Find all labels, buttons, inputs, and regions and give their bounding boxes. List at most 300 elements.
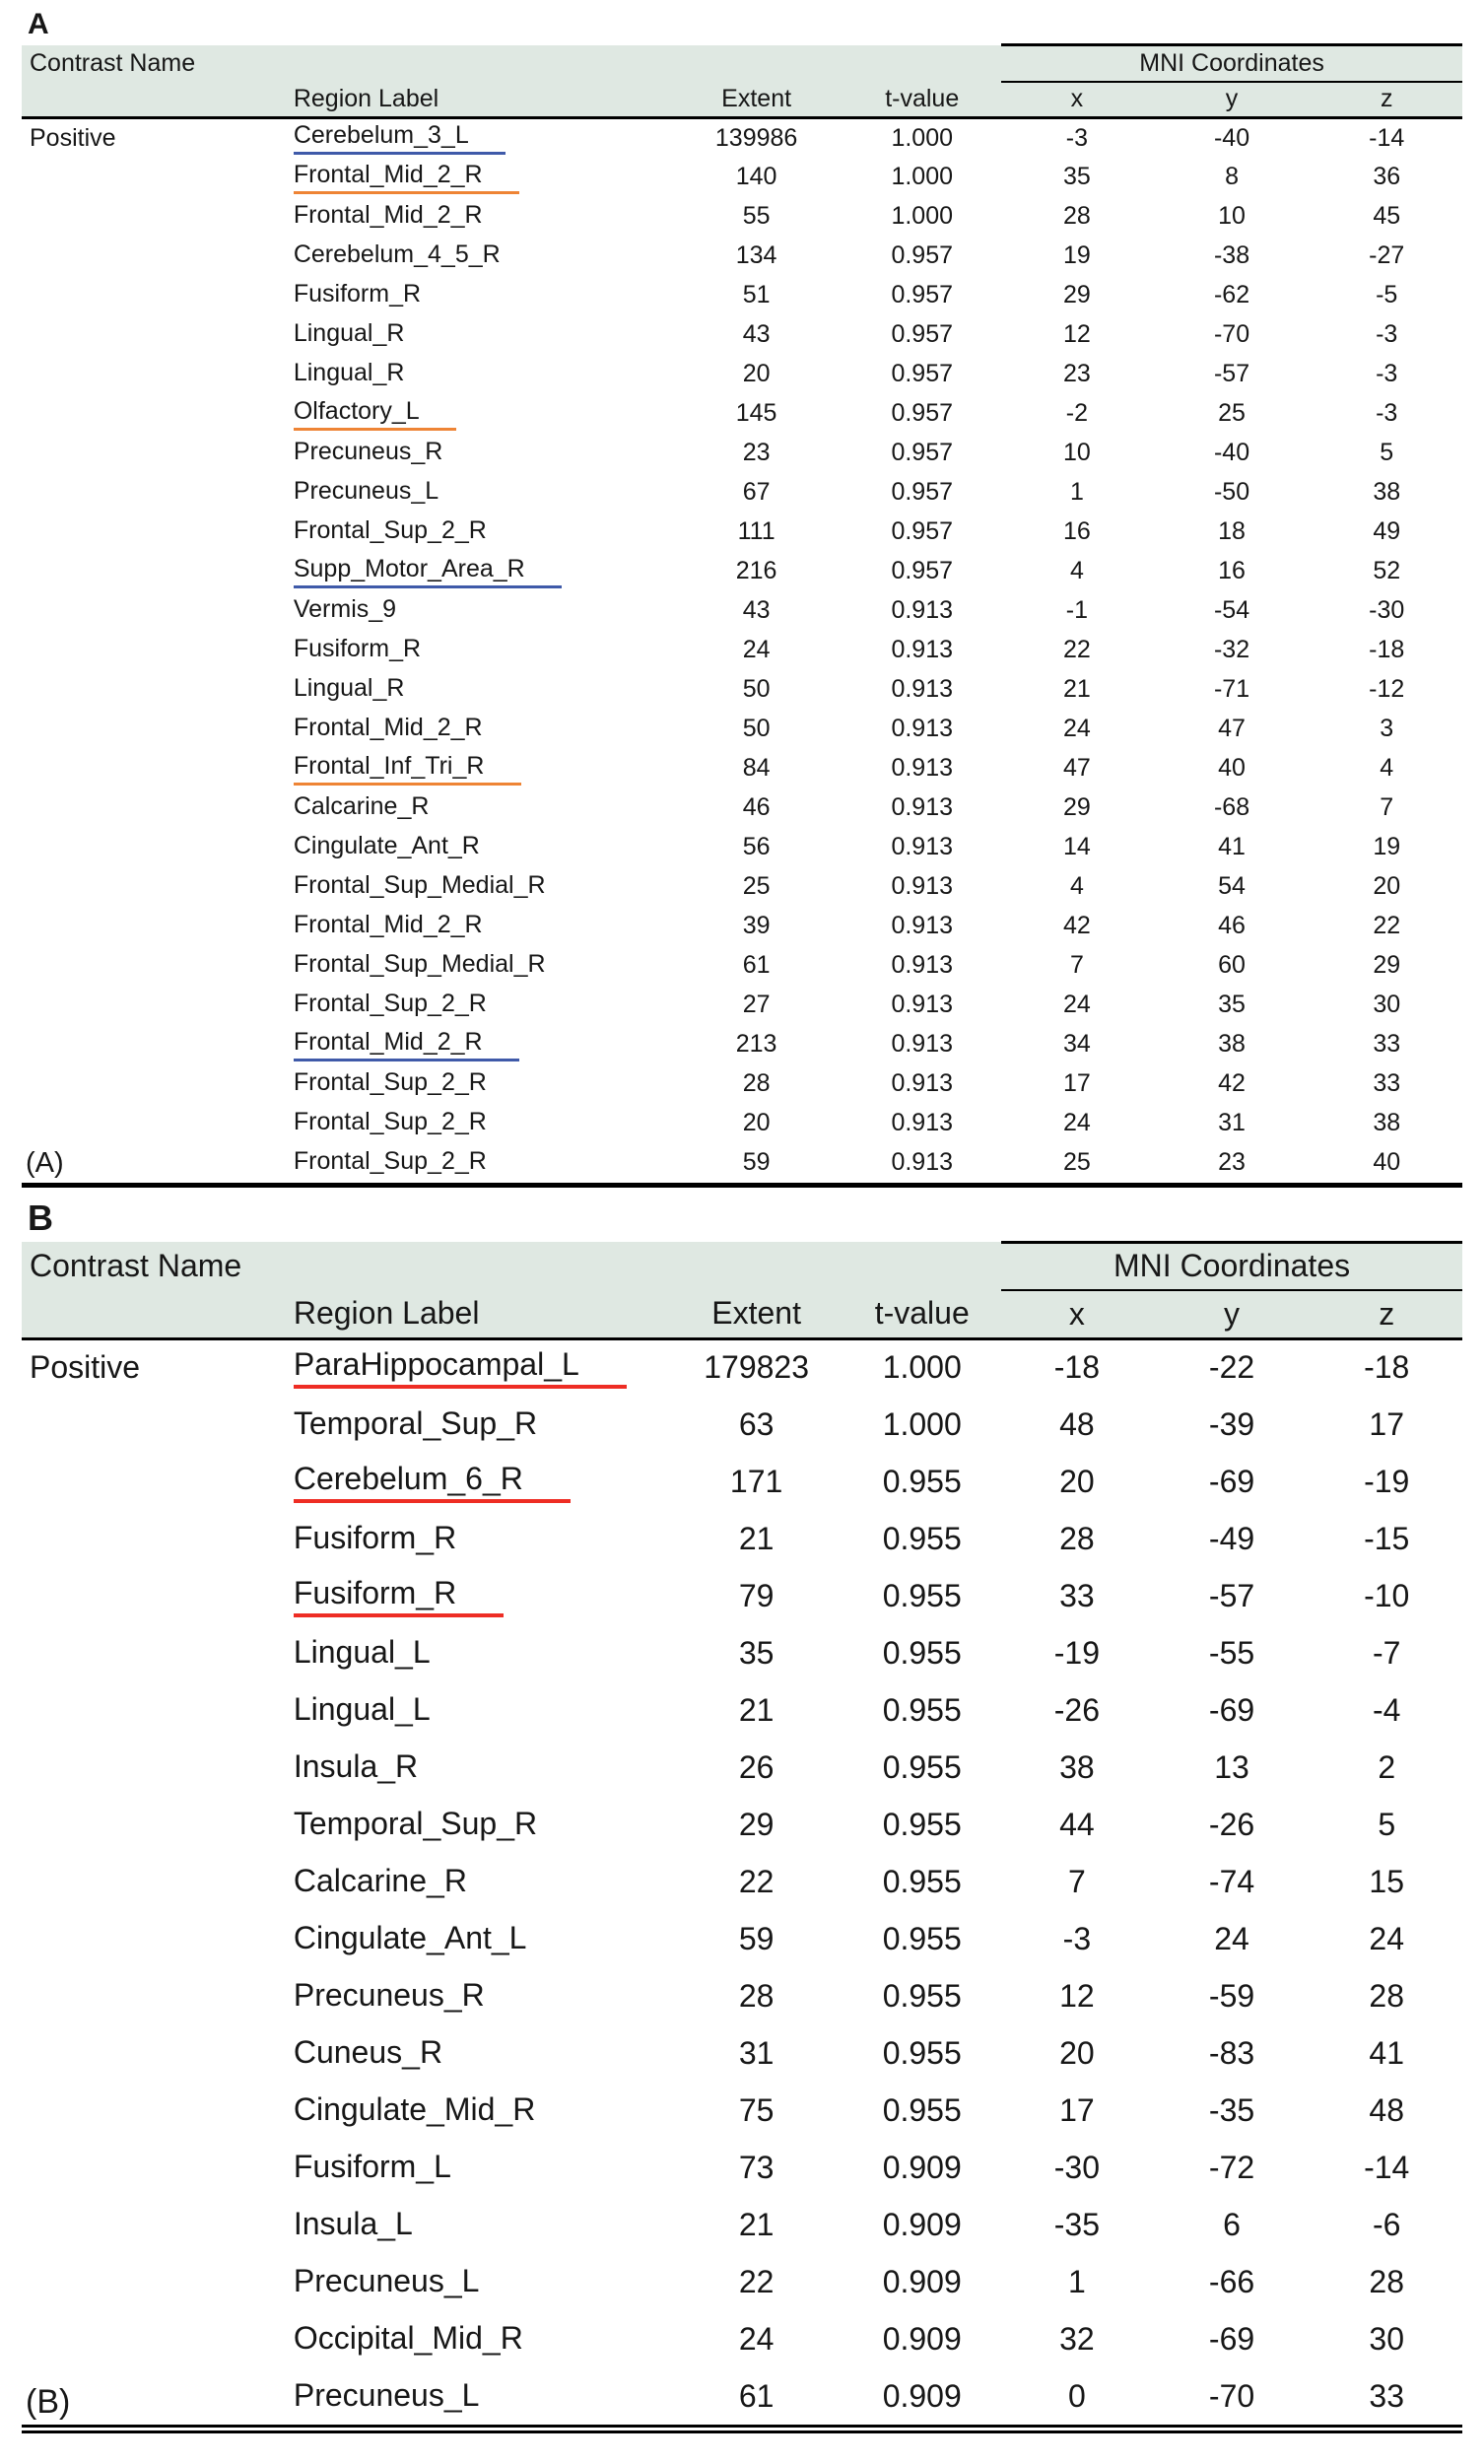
extent-cell: 25	[742, 872, 771, 900]
y-cell: -70	[1208, 2377, 1255, 2414]
z-cell: 15	[1369, 1863, 1405, 1899]
z-cell: -18	[1364, 1349, 1410, 1386]
y-cell: -70	[1213, 320, 1250, 348]
x-cell: 10	[1062, 439, 1091, 466]
region-label-cell	[293, 710, 670, 749]
y-cell: -35	[1208, 2091, 1255, 2128]
x-cell: -19	[1053, 1634, 1101, 1671]
region-label: Lingual_R	[293, 674, 405, 702]
region-label: Lingual_R	[293, 319, 405, 347]
region-label: Precuneus_L	[293, 2376, 480, 2413]
y-cell: -69	[1208, 1691, 1255, 1728]
x-cell: 20	[1059, 1463, 1095, 1499]
extent-cell: 111	[737, 517, 776, 545]
table-b-body	[22, 1338, 1462, 2425]
table-row	[22, 2139, 1462, 2196]
region-label-cell	[293, 1064, 670, 1104]
table-row	[22, 1064, 1462, 1104]
region-label-cell	[293, 118, 670, 158]
z-cell: 4	[1380, 754, 1394, 782]
region-label: Fusiform_R	[293, 280, 422, 308]
region-label-cell	[293, 473, 670, 513]
region-label: Temporal_Sup_R	[293, 1805, 538, 1841]
table-row	[22, 2082, 1462, 2139]
z-cell: 33	[1373, 1030, 1401, 1058]
region-label-cell	[293, 1453, 670, 1510]
x-cell: -3	[1062, 1920, 1092, 1956]
region-label-cell	[293, 986, 670, 1025]
table-a-body	[22, 118, 1462, 1183]
table-row	[22, 2024, 1462, 2082]
contrast-name-cell	[22, 237, 293, 276]
z-cell: -19	[1364, 1463, 1410, 1499]
tvalue-cell: 0.955	[882, 1691, 962, 1728]
header-empty-cell	[22, 1290, 293, 1338]
y-cell: -39	[1208, 1405, 1255, 1442]
table-row	[22, 1338, 1462, 1396]
z-cell: -10	[1364, 1577, 1410, 1613]
contrast-name-cell	[22, 986, 293, 1025]
tvalue-cell: 0.909	[882, 2377, 962, 2414]
contrast-name-cell	[22, 1104, 293, 1143]
panel-b	[0, 1198, 1484, 2434]
region-label: Frontal_Sup_2_R	[293, 1108, 487, 1135]
y-cell: 47	[1218, 715, 1246, 742]
contrast-name-cell	[22, 2024, 293, 2082]
region-label-cell	[293, 552, 670, 591]
x-cell: -18	[1053, 1349, 1101, 1386]
region-label: Frontal_Sup_Medial_R	[293, 950, 546, 978]
tvalue-cell: 0.913	[891, 912, 954, 939]
x-cell: 14	[1062, 833, 1091, 860]
z-cell: -6	[1373, 2206, 1401, 2242]
region-label: Frontal_Sup_Medial_R	[293, 871, 546, 899]
x-cell: -35	[1053, 2206, 1101, 2242]
contrast-name-cell	[22, 315, 293, 355]
extent-cell: 140	[735, 163, 777, 190]
y-cell: -57	[1213, 360, 1250, 387]
extent-cell: 61	[742, 951, 771, 979]
region-label: Precuneus_R	[293, 438, 443, 465]
table-row	[22, 828, 1462, 867]
tvalue-cell: 0.913	[891, 1109, 954, 1136]
contrast-name-cell	[22, 2196, 293, 2253]
table-row	[22, 473, 1462, 513]
z-cell: 19	[1373, 833, 1401, 860]
contrast-name-cell	[22, 1739, 293, 1796]
table-row	[22, 1967, 1462, 2024]
z-cell: 3	[1380, 715, 1394, 742]
y-header: y	[1153, 1290, 1312, 1338]
contrast-name-cell	[22, 552, 293, 591]
contrast-name-cell	[22, 276, 293, 315]
contrast-name-cell	[22, 394, 293, 434]
x-cell: -3	[1065, 123, 1088, 152]
z-cell: -3	[1376, 399, 1398, 427]
region-label-cell	[293, 197, 670, 237]
region-label-cell	[293, 1910, 670, 1967]
region-label: Frontal_Sup_2_R	[293, 516, 487, 544]
table-row	[22, 197, 1462, 237]
contrast-name-cell	[22, 591, 293, 631]
tvalue-cell: 0.913	[891, 872, 954, 900]
tvalue-cell: 0.909	[882, 2206, 962, 2242]
region-label-cell	[293, 2367, 670, 2425]
region-label: Frontal_Sup_2_R	[293, 1147, 487, 1175]
x-cell: 28	[1059, 1520, 1095, 1556]
region-label-cell	[293, 276, 670, 315]
extent-cell: 63	[738, 1405, 775, 1442]
table-row	[22, 2310, 1462, 2367]
x-cell: 7	[1067, 1863, 1086, 1899]
tvalue-cell: 0.913	[891, 636, 954, 663]
region-label-header: Region Label	[293, 1290, 670, 1338]
region-label-cell	[293, 1624, 670, 1681]
extent-cell: 43	[742, 320, 771, 348]
x-cell: 1	[1067, 2263, 1086, 2299]
region-label-cell	[293, 1853, 670, 1910]
x-cell: 19	[1062, 241, 1091, 269]
tvalue-cell: 0.909	[882, 2149, 962, 2185]
contrast-name-cell	[22, 1396, 293, 1453]
header-spacer	[293, 45, 1001, 82]
extent-cell: 79	[738, 1577, 775, 1613]
table-row	[22, 2253, 1462, 2310]
extent-cell: 171	[729, 1463, 783, 1499]
region-label-cell	[293, 158, 670, 197]
table-row	[22, 1853, 1462, 1910]
table-row	[22, 670, 1462, 710]
x-cell: 25	[1062, 1148, 1091, 1176]
contrast-name-cell	[22, 946, 293, 986]
table-row	[22, 2196, 1462, 2253]
tvalue-cell: 0.957	[891, 517, 954, 545]
region-label-cell	[293, 749, 670, 788]
region-label-cell	[293, 315, 670, 355]
contrast-name-cell	[22, 828, 293, 867]
table-row	[22, 513, 1462, 552]
table-row	[22, 788, 1462, 828]
extent-header: Extent	[670, 82, 843, 118]
contrast-name-cell	[22, 197, 293, 237]
y-cell: 10	[1218, 202, 1246, 230]
region-label-underlined: Cerebelum_3_L	[294, 121, 506, 155]
header-spacer	[293, 1242, 1001, 1290]
region-label: Fusiform_R	[293, 1519, 457, 1555]
x-header: x	[1001, 82, 1153, 118]
y-cell: 16	[1218, 557, 1246, 584]
x-cell: 24	[1062, 1109, 1091, 1136]
region-label-cell	[293, 1143, 670, 1183]
contrast-name-cell	[22, 2139, 293, 2196]
region-label-cell	[293, 1967, 670, 2024]
x-cell: 17	[1062, 1069, 1091, 1097]
tvalue-cell: 0.913	[891, 596, 954, 624]
results-table-a	[22, 43, 1462, 1183]
table-row	[22, 315, 1462, 355]
table-row	[22, 710, 1462, 749]
contrast-name-cell	[22, 1025, 293, 1064]
z-cell: 49	[1373, 517, 1401, 545]
region-label: Precuneus_L	[293, 477, 439, 505]
region-label: Frontal_Sup_2_R	[293, 990, 487, 1017]
table-row	[22, 276, 1462, 315]
tvalue-cell: 0.955	[882, 1634, 962, 1671]
x-cell: 47	[1062, 754, 1091, 782]
region-label: Cerebelum_4_5_R	[293, 240, 501, 268]
extent-cell: 28	[738, 1977, 775, 2014]
tvalue-cell: 0.957	[891, 281, 954, 308]
z-cell: 24	[1369, 1920, 1405, 1956]
contrast-name-header: Contrast Name	[22, 45, 293, 82]
y-cell: 31	[1218, 1109, 1246, 1136]
contrast-name-cell: Positive	[30, 1349, 141, 1386]
header-empty-cell	[22, 82, 293, 118]
contrast-name-cell	[22, 749, 293, 788]
region-label: Cingulate_Mid_R	[293, 2090, 536, 2127]
contrast-name-cell: Positive	[30, 123, 116, 152]
y-cell: -83	[1208, 2034, 1255, 2071]
y-cell: -49	[1208, 1520, 1255, 1556]
table-row	[22, 118, 1462, 158]
panel-b-label: B	[28, 1197, 53, 1238]
contrast-name-cell	[22, 355, 293, 394]
table-row	[22, 394, 1462, 434]
tvalue-cell: 0.957	[891, 241, 954, 269]
region-label-cell	[293, 670, 670, 710]
y-cell: -57	[1208, 1577, 1255, 1613]
tvalue-cell: 0.913	[891, 675, 954, 703]
extent-cell: 20	[742, 360, 771, 387]
region-label-cell	[293, 237, 670, 276]
tvalue-cell: 0.955	[882, 1577, 962, 1613]
z-cell: 40	[1373, 1148, 1401, 1176]
x-cell: 12	[1062, 320, 1091, 348]
tvalue-cell: 0.913	[891, 1148, 954, 1176]
region-label-underlined: ParaHippocampal_L	[294, 1346, 627, 1389]
contrast-name-cell	[22, 788, 293, 828]
y-cell: -54	[1213, 596, 1250, 624]
extent-cell: 67	[742, 478, 771, 506]
contrast-name-cell	[22, 473, 293, 513]
x-cell: 48	[1059, 1405, 1095, 1442]
region-label: Precuneus_R	[293, 1976, 485, 2013]
y-cell: 42	[1218, 1069, 1246, 1097]
tvalue-cell: 0.913	[891, 715, 954, 742]
contrast-name-cell	[22, 1567, 293, 1624]
contrast-name-cell	[22, 1064, 293, 1104]
contrast-name-cell	[22, 1681, 293, 1739]
x-cell: 16	[1062, 517, 1091, 545]
panel-a-label: A	[28, 8, 49, 40]
region-label-underlined: Olfactory_L	[294, 397, 456, 431]
z-cell: 45	[1373, 202, 1401, 230]
extent-cell: 39	[742, 912, 771, 939]
table-row	[22, 986, 1462, 1025]
z-cell: -30	[1369, 596, 1405, 624]
contrast-name-cell	[22, 867, 293, 907]
tvalue-cell: 0.955	[882, 1920, 962, 1956]
region-label: Cuneus_R	[293, 2033, 443, 2070]
contrast-name-cell	[22, 670, 293, 710]
extent-cell: 134	[735, 241, 777, 269]
region-label-cell	[293, 1025, 670, 1064]
table-row	[22, 237, 1462, 276]
y-cell: -59	[1208, 1977, 1255, 2014]
extent-cell: 46	[742, 793, 771, 821]
tvalue-cell: 0.913	[891, 991, 954, 1018]
region-label-cell	[293, 1104, 670, 1143]
region-label-cell	[293, 788, 670, 828]
region-label: Occipital_Mid_R	[293, 2319, 523, 2356]
table-row	[22, 1453, 1462, 1510]
region-label-cell	[293, 513, 670, 552]
region-label: Calcarine_R	[293, 792, 430, 820]
region-label-cell	[293, 2139, 670, 2196]
z-cell: 20	[1373, 872, 1401, 900]
region-label-cell	[293, 1681, 670, 1739]
region-label: Insula_R	[293, 1747, 419, 1784]
tvalue-cell: 0.913	[891, 754, 954, 782]
tvalue-cell: 1.000	[891, 202, 954, 230]
region-label-underlined: Fusiform_R	[294, 1575, 504, 1617]
tvalue-cell: 1.000	[882, 1349, 962, 1386]
x-cell: -30	[1053, 2149, 1101, 2185]
region-label: Frontal_Sup_2_R	[293, 1068, 487, 1096]
x-cell: -1	[1065, 596, 1088, 624]
region-label-cell	[293, 631, 670, 670]
extent-cell: 28	[742, 1069, 771, 1097]
x-cell: 21	[1062, 675, 1091, 703]
contrast-name-cell	[22, 1853, 293, 1910]
z-cell: 38	[1373, 478, 1401, 506]
y-cell: -68	[1213, 793, 1250, 821]
region-label: Calcarine_R	[293, 1862, 467, 1898]
extent-cell: 73	[738, 2149, 775, 2185]
z-cell: 52	[1373, 557, 1401, 584]
tvalue-cell: 0.955	[882, 2034, 962, 2071]
region-label-cell	[293, 1396, 670, 1453]
table-row	[22, 158, 1462, 197]
extent-cell: 29	[738, 1806, 775, 1842]
y-cell: -40	[1213, 123, 1250, 152]
region-label-cell	[293, 2310, 670, 2367]
mni-coordinates-header: MNI Coordinates	[1001, 45, 1462, 82]
extent-cell: 31	[738, 2034, 775, 2071]
x-cell: 35	[1062, 163, 1091, 190]
tvalue-cell: 0.909	[882, 2263, 962, 2299]
table-row	[22, 1025, 1462, 1064]
contrast-name-cell	[22, 2310, 293, 2367]
region-label: Frontal_Mid_2_R	[293, 911, 483, 938]
y-cell: 23	[1218, 1148, 1246, 1176]
z-cell: 5	[1378, 1806, 1396, 1842]
table-row	[22, 1396, 1462, 1453]
tvalue-cell: 1.000	[891, 123, 954, 152]
region-label: Frontal_Mid_2_R	[293, 714, 483, 741]
region-label-cell	[293, 867, 670, 907]
contrast-name-cell	[22, 2082, 293, 2139]
table-row	[22, 1739, 1462, 1796]
table-row	[22, 1624, 1462, 1681]
extent-cell: 35	[738, 1634, 775, 1671]
contrast-name-cell	[22, 1796, 293, 1853]
z-cell: 2	[1378, 1748, 1396, 1785]
y-cell: 35	[1218, 991, 1246, 1018]
z-cell: -3	[1376, 320, 1398, 348]
extent-cell: 139986	[714, 123, 798, 152]
tvalue-cell: 0.913	[891, 1030, 954, 1058]
z-cell: 30	[1373, 991, 1401, 1018]
y-cell: -22	[1208, 1349, 1255, 1386]
tvalue-cell: 0.955	[882, 1463, 962, 1499]
table-row	[22, 552, 1462, 591]
region-label: Precuneus_L	[293, 2262, 480, 2298]
x-cell: 1	[1069, 478, 1084, 506]
tvalue-cell: 0.957	[891, 439, 954, 466]
y-cell: -69	[1208, 2320, 1255, 2357]
z-cell: 41	[1369, 2034, 1405, 2071]
z-cell: -27	[1369, 241, 1405, 269]
contrast-name-cell	[22, 1624, 293, 1681]
tvalue-cell: 0.955	[882, 1520, 962, 1556]
x-cell: 38	[1059, 1748, 1095, 1785]
y-cell: 8	[1225, 163, 1239, 190]
extent-cell: 24	[738, 2320, 775, 2357]
x-cell: 23	[1062, 360, 1091, 387]
z-cell: -3	[1376, 360, 1398, 387]
x-cell: 24	[1062, 715, 1091, 742]
y-cell: -32	[1213, 636, 1250, 663]
y-cell: -66	[1208, 2263, 1255, 2299]
tvalue-cell: 0.955	[882, 2091, 962, 2128]
region-label-underlined: Cerebelum_6_R	[294, 1461, 571, 1503]
region-label: Fusiform_L	[293, 2148, 451, 2184]
table-a-wrapper	[22, 43, 1462, 1188]
tvalue-header: t-value	[843, 82, 1001, 118]
z-cell: -7	[1373, 1634, 1401, 1671]
extent-cell: 50	[742, 715, 771, 742]
table-row	[22, 2367, 1462, 2425]
extent-cell: 56	[742, 833, 771, 860]
region-label-cell	[293, 434, 670, 473]
region-label-cell	[293, 2196, 670, 2253]
region-label-cell	[293, 1510, 670, 1567]
y-cell: 41	[1218, 833, 1246, 860]
table-row	[22, 591, 1462, 631]
tvalue-cell: 0.913	[891, 833, 954, 860]
table-row	[22, 1104, 1462, 1143]
z-cell: 38	[1373, 1109, 1401, 1136]
region-label: Vermis_9	[293, 595, 397, 623]
z-cell: 5	[1380, 439, 1394, 466]
z-cell: 28	[1369, 2263, 1405, 2299]
table-row	[22, 1143, 1462, 1183]
header-row-columns	[22, 82, 1462, 118]
extent-cell: 216	[735, 557, 777, 584]
z-cell: 28	[1369, 1977, 1405, 2014]
region-label-cell	[293, 1796, 670, 1853]
region-label-header: Region Label	[293, 82, 670, 118]
tvalue-cell: 0.909	[882, 2320, 962, 2357]
extent-cell: 51	[742, 281, 771, 308]
table-row	[22, 1910, 1462, 1967]
x-cell: 33	[1059, 1577, 1095, 1613]
table-row	[22, 355, 1462, 394]
y-cell: 40	[1218, 754, 1246, 782]
y-cell: 18	[1218, 517, 1246, 545]
table-row	[22, 1510, 1462, 1567]
